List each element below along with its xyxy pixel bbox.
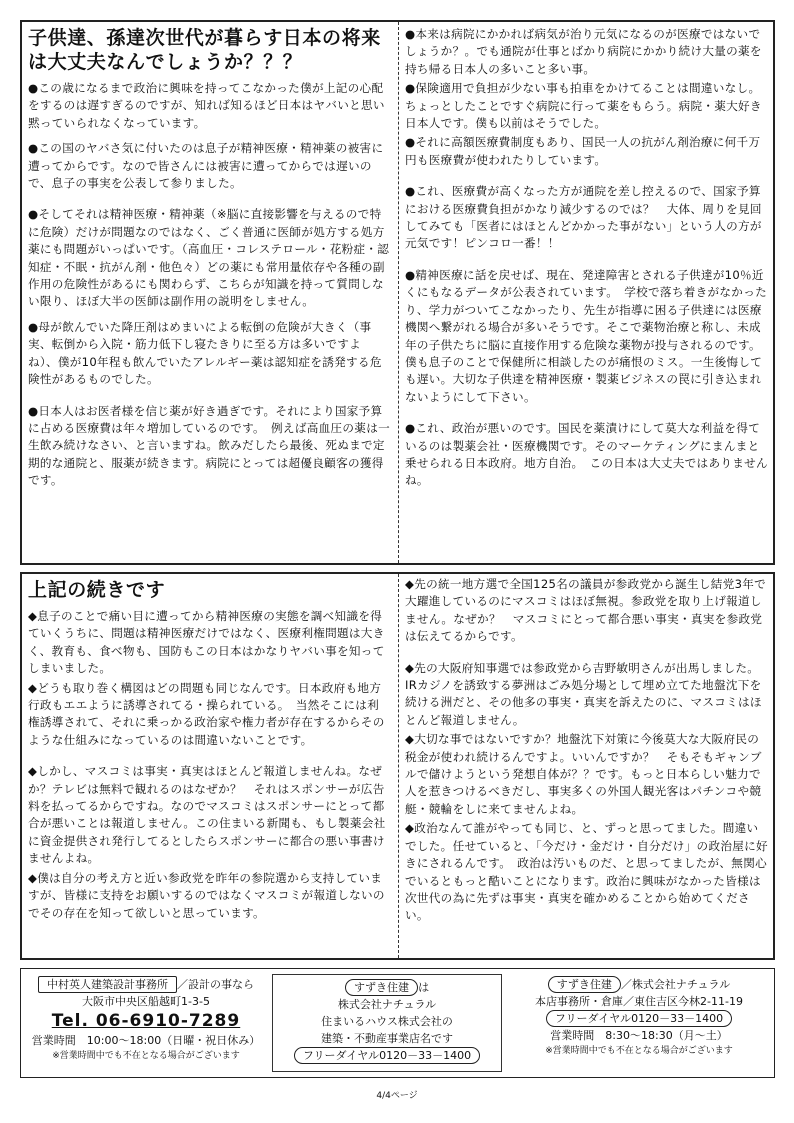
architect-name-suffix: ／設計の事なら [177,978,254,991]
paragraph: ●それに高額医療費制度もあり、国民一人の抗がん剤治療に何千万円も医療費が使われたりしています。 [405,135,761,167]
top-column-divider [398,22,399,563]
store-freedial[interactable]: フリーダイヤル0120－33－1400 [546,1010,732,1027]
paragraph: ◆僕は自分の考え方と近い参政党を昨年の参院選から支持していますが、皆様に支持をお願いするのではなくマスコミが報道しないのでその存在を知って欲しいと思っています。 [28,870,385,920]
paragraph: ◆どうも取り巻く構図はどの問題も同じなんです。日本政府も地方行政もエエように誘導されてる・操られている。 当然そこには利権誘導されて、それに乗っかる政治家や権力者が存在するからそのような仕組みになっているのは間違いないことです。 [28,680,385,747]
paragraph: ●母が飲んでいた降圧剤はめまいによる転倒の危険が大きく（事実、転倒から入院・筋力低下し寝たきりに至る方は多いですよね）、僕が10年程も飲んでいたアレルギー薬は認知症を誘発する危険性があるものでした。 [28,319,382,387]
paragraph: ●この歳になるまで政治に興味を持ってこなかった僕が上記の心配をするのは遅すぎるのですが、知れば知るほど日本はヤバいと思い黙っていられなくなっています。 [28,81,385,130]
architect-tel[interactable]: Tel. 06-6910-7289 [51,1011,241,1031]
paragraph: ●これ、医療費が高くなった方が通院を差し控えるので、国家予算における医療費負担がかなり減少するのでは？ 大体、周りを見回してみても「医者にはほとんどかかった事がない」という人の方が元気です！ピンコロ一番！！ [405,184,762,251]
suzuki-line3: 建築・不動産事業店名です [321,1032,453,1045]
suzuki-brand-suffix: は [418,981,430,994]
paragraph: ●これ、政治が悪いのです。国民を薬漬けにして莫大な利益を得ているのは製薬会社・医療機関です。そのマーケティングにまんまと乗せられる日本政府。地方自治。 この日本は大丈夫ではありませんね。 [405,421,768,488]
suzuki-freedial[interactable]: フリーダイヤル0120－33－1400 [294,1047,480,1064]
store-note: ※営業時間中でも不在となる場合がございます [545,1046,733,1056]
paragraph: ●そしてそれは精神医療・精神薬（※脳に直接影響を与えるので特に危険）だけが問題なのではなく、ごく普通に医師が処方する処方薬にも問題がいっぱいです。（高血圧・コレステロール・花粉症・認知症・不眠・抗がん剤・他色々）どの薬にも常用量依存や各種の副作用の危険性があるにも関わらず、こちらが知識を持って質問しない限り、ほぼ大半の医師は副作用の説明をしません。 [28,207,390,309]
architect-name: 中村英人建築設計事務所 [38,976,177,993]
bottom-title: 上記の続きです [28,579,166,601]
paragraph: ◆政治なんて誰がやっても同じ、と、ずっと思ってました。間違いでした。任せていると、「今だけ・金だけ・自分だけ」の政治屋に好きにされるんです。 政治は汚いものだ、と思ってましたが、無関心でいるともっと酷いことになります。政治に興味がなかった皆様は次世代の為に先ずは事実・真実を確かめることから始めてください。 [405,821,768,923]
paragraph: ●保険適用で負担が少ない事も拍車をかけてることは間違いなし。ちょっとしたことですぐ病院に行って薬をもらう。病院・薬大好き日本人です。僕も以前はそうでした。 [405,81,762,131]
architect-hours: 営業時間 10:00～18:00（日曜・祝日休み） [31,1034,261,1047]
suzuki-line2: 住まいるハウス株式会社の [321,1015,453,1028]
paragraph: ●本来は病院にかかれば病気が治り元気になるのが医療ではないでしょうか？。でも通院が仕事とばかり病院にかかり続け大量の薬を持ち帰る日本人の多いこと多い事。 [405,27,762,76]
top-left-column [28,24,390,562]
architect-note: ※営業時間中でも不在となる場合がございます [52,1051,240,1061]
page-number: 4/4ページ [376,1091,418,1101]
paragraph: ●日本人はお医者様を信じ薬が好き過ぎです。それにより国家予算に占める医療費は年々増加しているのです。 例えば高血圧の薬は一生飲み続けなさい、と言いますね。飲みだしたら最後、死ぬまで定期的な通院と、服薬が続きます。病院にとっては超優良顧客の獲得です。 [28,403,390,488]
paragraph: ◆息子のことで痛い目に遭ってから精神医療の実態を調べ知識を得ていくうちに、問題は精神医療だけではなく、医療利権問題は大きく、教育も、食べ物も、国防もこの日本はかなりヤバい事を知ってしまいました。 [28,609,385,676]
paragraph: ●この国のヤバさ気に付いたのは息子が精神医療・精神薬の被害に遭ってからです。なので皆さんには被害に遭ってからでは遅いので、息子の事実を公表して参りました。 [28,141,384,191]
paragraph: ◆大切な事ではないですか？地盤沈下対策に今後莫大な大阪府民の税金が使われ続けるんですよ。いいんですか？ そもそもギャンブルで儲けようという発想自体が？？です。もっと日本らしい魅力で人を惹きつけるべきだし、事実多くの外国人観光客はパチンコや競艇・競輪をしに来てませんよね。 [405,732,762,816]
paragraph: ◆先の大阪府知事選では参政党から吉野敏明さんが出馬しました。IRカジノを誘致する夢洲はごみ処分場として埋め立てた地盤沈下を続ける洲だと、その他多の事実・真実を訴えたのに、マスコミはほとんど報道しません。 [405,660,762,727]
store-hours: 営業時間 8:30～18:30（月～土） [550,1029,728,1042]
bottom-column-divider [398,574,399,958]
suzuki-store-card [508,972,770,1074]
paragraph: ●精神医療に話を戻せば、現在、発達障害とされる子供達が10％近くにもなるデータが公表されています。 学校で落ち着きがなかったり、学力がついてこなかったり、先生が指導に困る子供達には医療機関へ繋がれる場合が多いそうです。そこで薬物治療と称し、未成年の子供たちに脳に直接作用する危険な薬物が投与されるのです。僕も息子のことで保健所に相談したのが痛恨のミス。一生後悔しても遅い。大切な子供達を精神医療・製薬ビジネスの罠に引き込まれないようにして下さい。 [405,267,767,404]
top-title: 子供達、孫達次世代が暮らす日本の将来は大丈夫なんでしょうか？？？ [28,27,381,73]
bottom-left-column [28,576,390,956]
suzuki-info-card [272,974,502,1072]
store-address: 本店事務所・倉庫／東住吉区今林2-11-19 [535,995,743,1008]
paragraph: ◆先の統一地方選で全国125名の議員が参政党から誕生し結党3年で大躍進しているのにマスコミはほぼ無視。参政党を取り上げ報道しません。なぜか？ マスコミにとって都合悪い事実・真実を参政党は伝えてるからです。 [405,577,767,644]
store-brand: すずき住建 [548,976,621,993]
suzuki-brand: すずき住建 [345,979,418,996]
architect-card [26,972,266,1074]
top-right-column [405,26,768,562]
paragraph: ◆しかし、マスコミは事実・真実はほとんど報道しませんね。なぜか？テレビは無料で観れるのはなぜか？ それはスポンサーが広告料を払ってるからですね。なのでマスコミはスポンサーにとって都合が悪いことは報道しません。この住まいる新聞も、もし製薬会社に資金提供され発行してるとしたらスポンサーに都合の悪い事書けませんよね。 [28,764,386,866]
architect-address: 大阪市中央区船越町1-3-5 [82,995,210,1008]
suzuki-line1: 株式会社ナチュラル [337,998,437,1011]
bottom-right-column [405,576,768,956]
store-brand-suffix: ／株式会社ナチュラル [620,978,731,991]
